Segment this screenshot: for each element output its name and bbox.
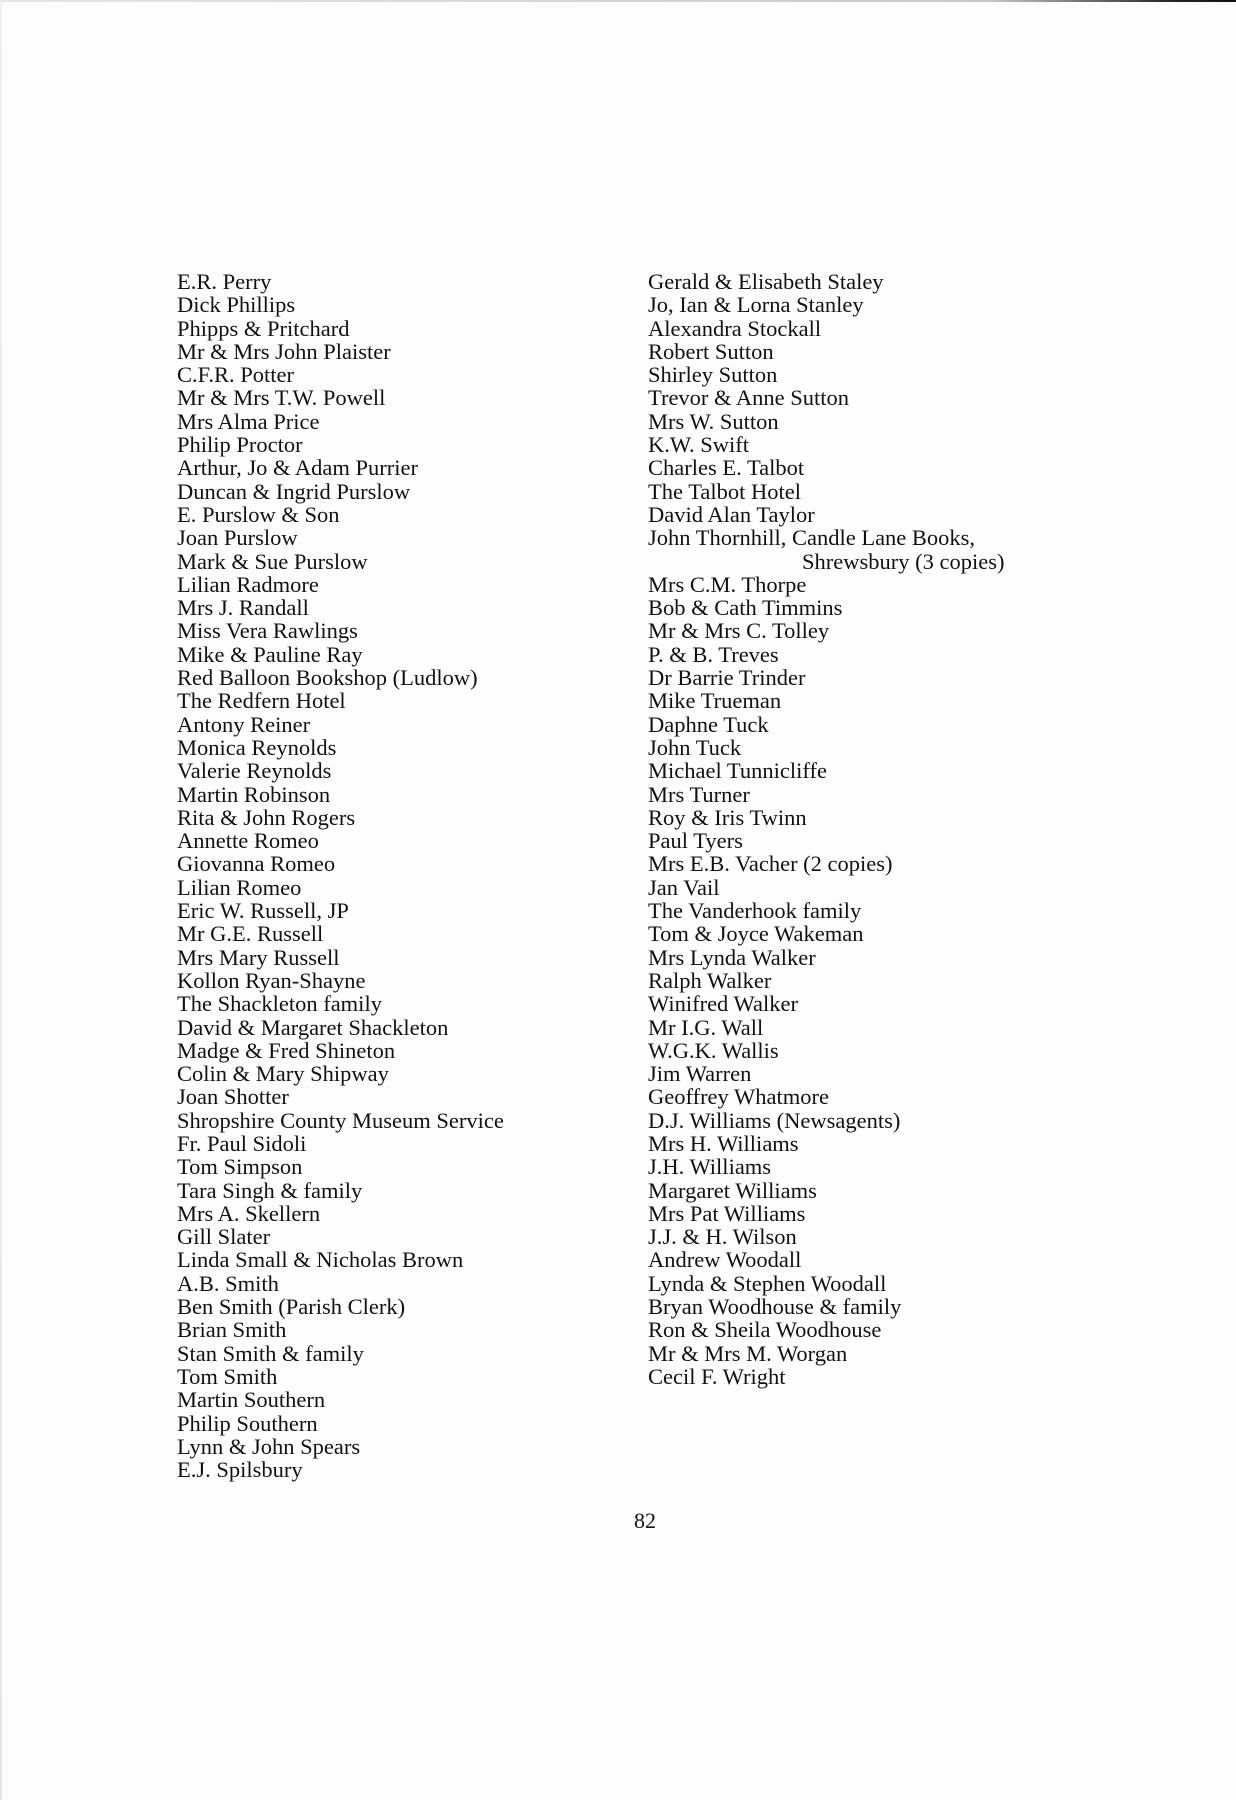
subscriber-name: Ron & Sheila Woodhouse bbox=[648, 1317, 882, 1343]
subscriber-name: Mr & Mrs T.W. Powell bbox=[177, 385, 386, 411]
subscriber-name: Mrs C.M. Thorpe bbox=[648, 571, 807, 597]
subscriber-name: Mrs Mary Russell bbox=[177, 944, 340, 970]
subscriber-name: Red Balloon Bookshop (Ludlow) bbox=[177, 665, 478, 691]
subscriber-name: Dick Phillips bbox=[177, 292, 296, 318]
subscriber-name: Philip Southern bbox=[177, 1410, 318, 1436]
subscriber-name: Miss Vera Rawlings bbox=[177, 618, 358, 644]
subscriber-name: Joan Purslow bbox=[177, 525, 298, 551]
subscriber-name: Mrs W. Sutton bbox=[648, 408, 779, 434]
subscriber-name: E. Purslow & Son bbox=[177, 501, 340, 527]
subscriber-name: Jo, Ian & Lorna Stanley bbox=[648, 292, 864, 318]
subscriber-name: Trevor & Anne Sutton bbox=[648, 385, 850, 411]
subscriber-name: Mrs J. Randall bbox=[177, 595, 309, 621]
subscriber-name: Annette Romeo bbox=[177, 828, 319, 854]
page-number: 82 bbox=[634, 1508, 656, 1533]
subscriber-name: D.J. Williams (Newsagents) bbox=[648, 1107, 901, 1133]
subscriber-name: Gill Slater bbox=[177, 1224, 271, 1250]
subscriber-name: J.J. & H. Wilson bbox=[648, 1224, 797, 1250]
subscriber-name: J.H. Williams bbox=[648, 1154, 772, 1180]
subscriber-name: Alexandra Stockall bbox=[648, 315, 822, 341]
subscriber-name: Rita & John Rogers bbox=[177, 804, 356, 830]
subscriber-name: Mr & Mrs John Plaister bbox=[177, 338, 391, 364]
subscriber-name: Philip Proctor bbox=[177, 432, 303, 458]
subscriber-name: Mrs E.B. Vacher (2 copies) bbox=[648, 851, 893, 877]
subscriber-name: Lynda & Stephen Woodall bbox=[648, 1270, 887, 1296]
subscriber-name: Martin Southern bbox=[177, 1387, 326, 1413]
subscriber-name: Martin Robinson bbox=[177, 781, 331, 807]
subscriber-name: Cecil F. Wright bbox=[648, 1363, 786, 1389]
subscriber-name: Shropshire County Museum Service bbox=[177, 1107, 504, 1133]
subscriber-name: E.R. Perry bbox=[177, 269, 272, 294]
subscriber-name: K.W. Swift bbox=[648, 432, 750, 458]
subscriber-name: A.B. Smith bbox=[177, 1270, 279, 1296]
subscriber-name: Lynn & John Spears bbox=[177, 1433, 361, 1459]
scan-edge-top bbox=[0, 0, 1236, 2]
subscriber-name: Monica Reynolds bbox=[177, 734, 337, 760]
subscriber-name: Brian Smith bbox=[177, 1317, 287, 1343]
subscriber-name-line2: Shrewsbury (3 copies) bbox=[802, 548, 1005, 574]
subscriber-name: Mark & Sue Purslow bbox=[177, 548, 368, 574]
subscriber-name: Geoffrey Whatmore bbox=[648, 1084, 829, 1110]
subscriber-name-wrapped bbox=[648, 526, 1004, 573]
subscriber-name: Mike & Pauline Ray bbox=[177, 641, 363, 667]
subscriber-name: Jim Warren bbox=[648, 1061, 752, 1087]
subscriber-name: Antony Reiner bbox=[177, 711, 311, 737]
subscriber-name: Arthur, Jo & Adam Purrier bbox=[177, 455, 418, 481]
subscriber-name: Mrs A. Skellern bbox=[177, 1200, 321, 1226]
subscriber-name: Mrs Turner bbox=[648, 781, 750, 807]
subscriber-list-right bbox=[648, 270, 1004, 1388]
subscriber-name: Stan Smith & family bbox=[177, 1340, 364, 1366]
subscriber-name: Fr. Paul Sidoli bbox=[177, 1130, 307, 1156]
subscriber-name: E.J. Spilsbury bbox=[177, 1457, 303, 1483]
subscriber-name: Bob & Cath Timmins bbox=[648, 595, 843, 621]
subscriber-name: Mr & Mrs C. Tolley bbox=[648, 618, 830, 644]
subscriber-name: Kollon Ryan-Shayne bbox=[177, 967, 366, 993]
subscriber-name: Lilian Romeo bbox=[177, 874, 302, 900]
subscriber-name: Andrew Woodall bbox=[648, 1247, 802, 1273]
subscriber-name: Mrs Alma Price bbox=[177, 408, 320, 434]
subscriber-name: Mrs Pat Williams bbox=[648, 1200, 806, 1226]
subscriber-name-line1: John Thornhill, Candle Lane Books, bbox=[648, 525, 976, 551]
subscriber-name: The Vanderhook family bbox=[648, 898, 862, 924]
subscriber-name: Mrs H. Williams bbox=[648, 1130, 799, 1156]
subscriber-name: Roy & Iris Twinn bbox=[648, 804, 807, 830]
subscriber-name: Tom & Joyce Wakeman bbox=[648, 921, 864, 947]
subscriber-name: Mr & Mrs M. Worgan bbox=[648, 1340, 848, 1366]
subscriber-name: John Tuck bbox=[648, 734, 742, 760]
subscriber-name: Phipps & Pritchard bbox=[177, 315, 350, 341]
subscriber-name: The Redfern Hotel bbox=[177, 688, 346, 714]
subscriber-name: Bryan Woodhouse & family bbox=[648, 1294, 902, 1320]
subscriber-name: David & Margaret Shackleton bbox=[177, 1014, 449, 1040]
subscriber-name: The Shackleton family bbox=[177, 991, 382, 1017]
subscriber-name: Lilian Radmore bbox=[177, 571, 319, 597]
subscriber-name: Paul Tyers bbox=[648, 828, 743, 854]
scan-edge-left bbox=[0, 0, 2, 1800]
subscriber-name: Dr Barrie Trinder bbox=[648, 665, 806, 691]
subscriber-name: Jan Vail bbox=[648, 874, 720, 900]
subscriber-name: Mrs Lynda Walker bbox=[648, 944, 816, 970]
subscriber-name: C.F.R. Potter bbox=[177, 362, 294, 388]
subscriber-name: W.G.K. Wallis bbox=[648, 1037, 779, 1063]
subscriber-name: Winifred Walker bbox=[648, 991, 798, 1017]
subscriber-name: Colin & Mary Shipway bbox=[177, 1061, 389, 1087]
subscriber-list-left bbox=[177, 270, 504, 1481]
subscriber-name: Valerie Reynolds bbox=[177, 758, 332, 784]
subscriber-name: Madge & Fred Shineton bbox=[177, 1037, 396, 1063]
subscriber-name: Mr I.G. Wall bbox=[648, 1014, 764, 1040]
subscriber-name: Mr G.E. Russell bbox=[177, 921, 324, 947]
subscriber-name: Ralph Walker bbox=[648, 967, 772, 993]
subscriber-name: Duncan & Ingrid Purslow bbox=[177, 478, 411, 504]
subscriber-name: Mike Trueman bbox=[648, 688, 782, 714]
subscriber-name: Daphne Tuck bbox=[648, 711, 769, 737]
subscriber-name: The Talbot Hotel bbox=[648, 478, 801, 504]
subscriber-name: Joan Shotter bbox=[177, 1084, 289, 1110]
subscriber-name: Tom Simpson bbox=[177, 1154, 303, 1180]
subscriber-name: Tara Singh & family bbox=[177, 1177, 363, 1203]
subscriber-name: Giovanna Romeo bbox=[177, 851, 336, 877]
subscriber-name: Charles E. Talbot bbox=[648, 455, 805, 481]
subscriber-name: Ben Smith (Parish Clerk) bbox=[177, 1294, 406, 1320]
subscriber-name: P. & B. Treves bbox=[648, 641, 779, 667]
subscriber-name: Robert Sutton bbox=[648, 338, 774, 364]
subscriber-name: Eric W. Russell, JP bbox=[177, 898, 349, 924]
subscriber-name: Linda Small & Nicholas Brown bbox=[177, 1247, 464, 1273]
subscriber-name: David Alan Taylor bbox=[648, 501, 815, 527]
subscriber-name: Gerald & Elisabeth Staley bbox=[648, 269, 884, 294]
subscriber-name: Michael Tunnicliffe bbox=[648, 758, 827, 784]
subscriber-name: Margaret Williams bbox=[648, 1177, 817, 1203]
subscriber-name: Tom Smith bbox=[177, 1363, 278, 1389]
subscriber-name: Shirley Sutton bbox=[648, 362, 778, 388]
